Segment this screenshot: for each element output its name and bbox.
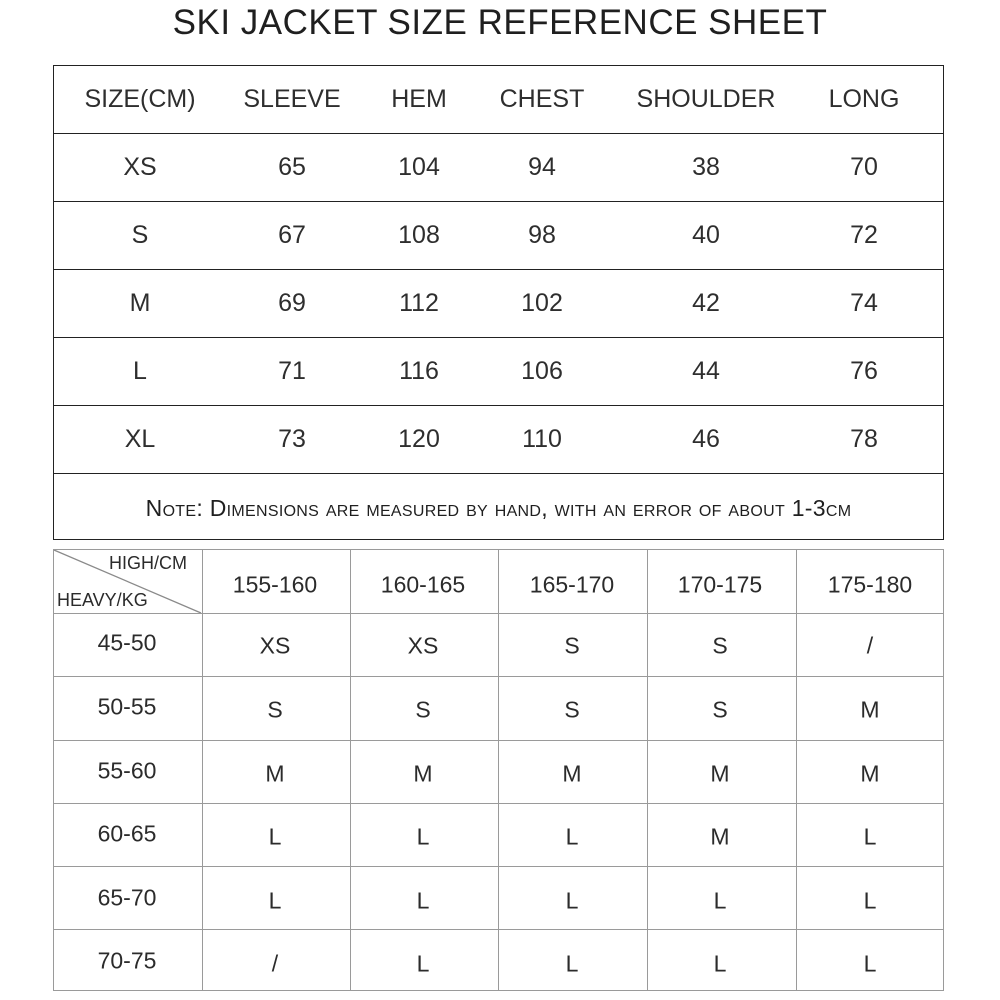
measurement-note: Note: Dimensions are measured by hand, with an error of about 1-3cm (145, 494, 852, 521)
size-table-header-cell: LONG (828, 85, 900, 113)
fit-table-column-divider (647, 550, 648, 990)
height-range-header: 160-165 (380, 571, 466, 598)
size-table-cell: XL (124, 425, 156, 453)
height-range-header: 155-160 (232, 571, 318, 598)
recommended-size-cell: L (863, 887, 877, 914)
size-table-row (54, 270, 943, 338)
recommended-size-cell: L (416, 950, 430, 977)
recommended-size-cell: M (860, 760, 880, 787)
size-table-cell: 76 (850, 357, 878, 385)
size-table-header-cell: SHOULDER (636, 85, 776, 113)
size-table-cell: XS (123, 153, 157, 181)
size-table-cell: 67 (278, 221, 306, 249)
size-table-header-cell: CHEST (499, 85, 585, 113)
recommended-size-cell: L (565, 950, 579, 977)
size-table-header-row (54, 66, 943, 134)
size-table-header-cell: SIZE(CM) (84, 85, 196, 113)
size-table-cell: 46 (692, 425, 720, 453)
height-range-header: 165-170 (529, 571, 615, 598)
recommended-size-cell: M (562, 760, 582, 787)
weight-range-label: 50-55 (97, 693, 157, 720)
size-table-row (54, 338, 943, 406)
size-table-cell: 44 (692, 357, 720, 385)
recommended-size-cell: S (267, 696, 283, 723)
recommended-size-cell: L (565, 887, 579, 914)
size-table-cell: 106 (521, 357, 563, 385)
size-table-cell: 102 (521, 289, 563, 317)
weight-range-label: 70-75 (97, 947, 157, 974)
recommended-size-cell: S (712, 696, 728, 723)
weight-range-label: 55-60 (97, 757, 157, 784)
fit-table-row-divider (54, 740, 943, 741)
page-title: SKI JACKET SIZE REFERENCE SHEET (172, 3, 828, 42)
size-table-cell: 73 (278, 425, 306, 453)
size-table-cell: 94 (528, 153, 556, 181)
recommended-size-cell: S (712, 632, 728, 659)
size-table-cell: 78 (850, 425, 878, 453)
size-table-note-row (54, 474, 943, 542)
recommended-size-cell: L (713, 887, 727, 914)
fit-table-column-divider (796, 550, 797, 990)
size-measurement-table (53, 65, 944, 540)
recommended-size-cell: / (866, 632, 874, 659)
fit-table-row-divider (54, 929, 943, 930)
corner-height-label: HIGH/CM (109, 553, 187, 573)
recommended-size-cell: L (565, 823, 579, 850)
recommended-size-cell: L (416, 823, 430, 850)
fit-table-row-divider (54, 676, 943, 677)
recommended-size-cell: XS (407, 632, 439, 659)
size-table-header-cell: SLEEVE (243, 85, 341, 113)
size-table-cell: 65 (278, 153, 306, 181)
recommended-size-cell: M (710, 760, 730, 787)
size-table-cell: 71 (278, 357, 306, 385)
recommended-size-cell: L (863, 950, 877, 977)
corner-weight-label: HEAVY/KG (57, 590, 148, 610)
recommended-size-cell: L (863, 823, 877, 850)
size-table-cell: 110 (522, 425, 562, 453)
size-table-cell: 120 (398, 425, 440, 453)
size-table-cell: L (133, 357, 147, 385)
size-table-cell: 116 (399, 357, 439, 385)
fit-table-column-divider (350, 550, 351, 990)
size-table-cell: M (129, 289, 151, 317)
size-table-cell: 112 (399, 289, 439, 317)
size-table-cell: 104 (398, 153, 440, 181)
size-table-cell: 42 (692, 289, 720, 317)
weight-range-label: 45-50 (97, 629, 157, 656)
height-range-header: 175-180 (827, 571, 913, 598)
weight-range-label: 60-65 (97, 820, 157, 847)
recommended-size-cell: M (413, 760, 433, 787)
recommended-size-cell: L (713, 950, 727, 977)
recommended-size-cell: S (564, 632, 580, 659)
size-table-row (54, 134, 943, 202)
recommended-size-cell: L (268, 887, 282, 914)
size-table-cell: 38 (692, 153, 720, 181)
fit-table-column-divider (498, 550, 499, 990)
size-table-cell: 40 (692, 221, 720, 249)
size-table-cell: 98 (528, 221, 556, 249)
size-table-cell: 69 (278, 289, 306, 317)
fit-table-row-divider (54, 613, 943, 614)
size-table-cell: 70 (850, 153, 878, 181)
recommended-size-cell: M (860, 696, 880, 723)
weight-range-label: 65-70 (97, 884, 157, 911)
size-table-cell: 108 (398, 221, 440, 249)
recommended-size-cell: L (268, 823, 282, 850)
fit-table-row-divider (54, 866, 943, 867)
recommended-size-cell: S (564, 696, 580, 723)
height-range-header: 170-175 (677, 571, 763, 598)
size-table-row (54, 406, 943, 474)
recommended-size-cell: L (416, 887, 430, 914)
size-table-cell: S (131, 221, 149, 249)
recommended-size-cell: XS (259, 632, 291, 659)
size-table-header-cell: HEM (391, 85, 447, 113)
recommended-size-cell: / (271, 950, 279, 977)
size-table-cell: 72 (850, 221, 878, 249)
size-table-row (54, 202, 943, 270)
height-weight-fit-table (53, 549, 944, 991)
fit-table-row-divider (54, 803, 943, 804)
recommended-size-cell: M (265, 760, 285, 787)
recommended-size-cell: M (710, 823, 730, 850)
size-table-cell: 74 (850, 289, 878, 317)
fit-table-column-divider (202, 550, 203, 990)
recommended-size-cell: S (415, 696, 431, 723)
